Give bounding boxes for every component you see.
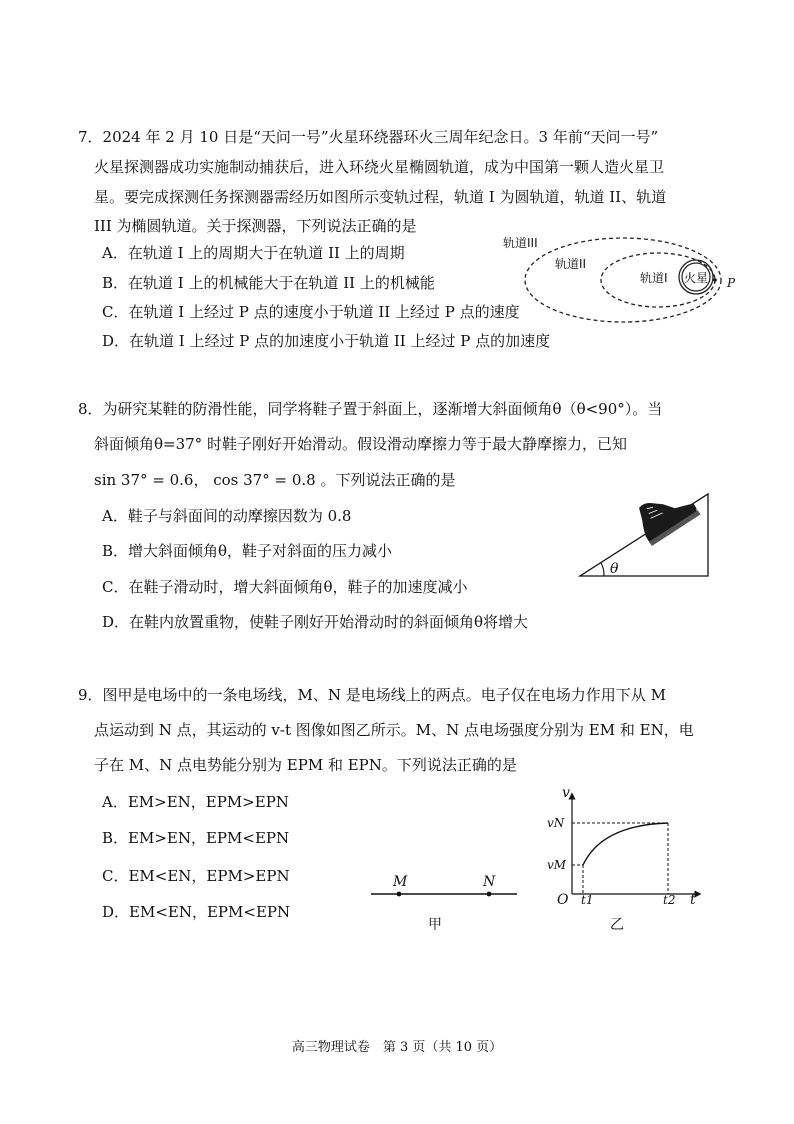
- point-p-dot: [713, 278, 717, 282]
- t1-label: t1: [581, 893, 594, 907]
- origin-label: O: [557, 892, 569, 908]
- t-axis-label: t: [690, 892, 696, 908]
- vn-label: vN: [547, 816, 565, 830]
- q7-stem-line-4: III 为椭圆轨道。关于探测器，下列说法正确的是: [94, 217, 417, 235]
- q9-option-b: B．EM>EN，EPM<EPN: [102, 829, 290, 847]
- figure-jia-caption: 甲: [428, 917, 442, 933]
- q8-option-c: C．在鞋子滑动时，增大斜面倾角θ，鞋子的加速度减小: [102, 578, 468, 596]
- q7-option-d: D．在轨道 I 上经过 P 点的加速度小于轨道 II 上经过 P 点的加速度: [102, 332, 551, 350]
- mars-label: 火星: [684, 271, 709, 285]
- q9-option-c: C．EM<EN，EPM>EPN: [102, 867, 290, 885]
- q9-stem-line-1: 9．图甲是电场中的一条电场线，M、N 是电场线上的两点。电子仅在电场力作用下从 M: [78, 686, 666, 704]
- q9-option-d: D．EM<EN，EPM<EPN: [102, 903, 291, 921]
- q9-option-a: A．EM>EN，EPM>EPN: [102, 793, 289, 811]
- page-footer: 高三物理试卷 第 3 页（共 10 页）: [291, 1040, 503, 1055]
- orbit-1-label: 轨道I: [640, 271, 668, 285]
- field-line-figure: [365, 880, 525, 910]
- figure-yi-caption: 乙: [610, 917, 624, 933]
- q7-option-c: C．在轨道 I 上经过 P 点的速度小于轨道 II 上经过 P 点的速度: [102, 303, 520, 321]
- angle-theta-label: θ: [610, 561, 619, 577]
- vt-graph: [552, 790, 702, 905]
- q8-stem-line-3: sin 37° = 0.6， cos 37° = 0.8 。下列说法正确的是: [94, 471, 456, 489]
- q7-stem-line-1: 7．2024 年 2 月 10 日是“天问一号”火星环绕器环火三周年纪念日。3 年前“天问一号”: [78, 128, 659, 146]
- orbit-2-label: 轨道II: [555, 257, 587, 271]
- point-m-label: M: [393, 874, 408, 890]
- orbit-3-label: 轨道III: [503, 236, 538, 250]
- q9-stem-line-2: 点运动到 N 点，其运动的 v-t 图像如图乙所示。M、N 点电场强度分别为 EM 和 EN，电: [94, 721, 694, 739]
- vm-label: vM: [547, 858, 567, 872]
- point-m-dot: [397, 892, 402, 897]
- q8-option-b: B．增大斜面倾角θ，鞋子对斜面的压力减小: [102, 542, 393, 560]
- q8-stem-line-2: 斜面倾角θ=37° 时鞋子刚好开始滑动。假设滑动摩擦力等于最大静摩擦力，已知: [94, 435, 627, 453]
- point-n-label: N: [483, 874, 496, 890]
- v-axis-label: v: [562, 785, 570, 801]
- q9-stem-line-3: 子在 M、N 点电势能分别为 EPM 和 EPN。下列说法正确的是: [94, 756, 517, 774]
- point-p-label: P: [727, 276, 736, 290]
- vt-curve: [583, 823, 668, 865]
- q7-stem-line-3: 星。要完成探测任务探测器需经历如图所示变轨过程，轨道 I 为圆轨道，轨道 II、轨道: [94, 188, 667, 206]
- q8-option-d: D．在鞋内放置重物，使鞋子刚好开始滑动时的斜面倾角θ将增大: [102, 613, 529, 631]
- q8-incline-figure: [575, 478, 715, 580]
- q8-stem-line-1: 8．为研究某鞋的防滑性能，同学将鞋子置于斜面上，逐渐增大斜面倾角θ（θ<90°）。当: [78, 400, 663, 418]
- q8-option-a: A．鞋子与斜面间的动摩擦因数为 0.8: [102, 507, 352, 525]
- q7-stem-line-2: 火星探测器成功实施制动捕获后，进入环绕火星椭圆轨道，成为中国第一颗人造火星卫: [94, 158, 665, 176]
- angle-arc: [601, 563, 604, 576]
- q7-option-b: B．在轨道 I 上的机械能大于在轨道 II 上的机械能: [102, 274, 435, 292]
- q7-option-a: A．在轨道 I 上的周期大于在轨道 II 上的周期: [102, 244, 405, 262]
- point-n-dot: [487, 892, 492, 897]
- t2-label: t2: [663, 893, 676, 907]
